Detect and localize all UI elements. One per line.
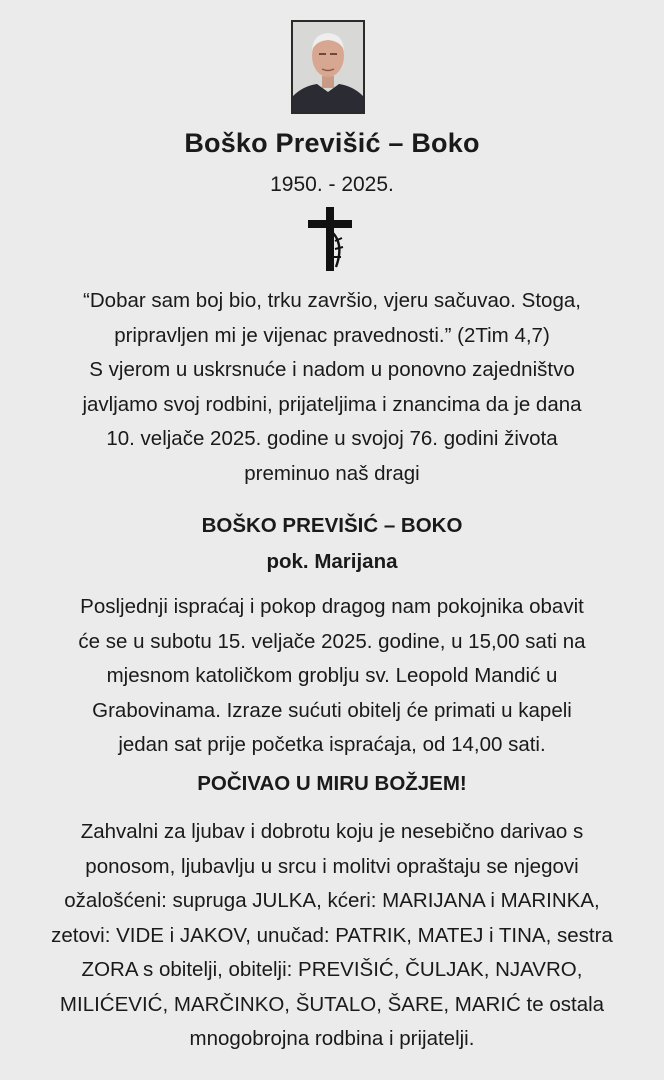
funeral-line: Grabovinama. Izraze sućuti obitelj će primati u kapeli bbox=[92, 698, 572, 722]
mourners-line: ožalošćeni: supruga JULKA, kćeri: MARIJANA i MARINKA, bbox=[64, 889, 600, 912]
funeral-line: jedan sat prije početka ispraćaja, od 14,00 sati. bbox=[118, 733, 546, 756]
portrait-photo bbox=[291, 20, 365, 114]
mourners-line: ZORA s obitelji, obitelji: PREVIŠIĆ, ČULJAK, NJAVRO, bbox=[81, 958, 583, 981]
mourners-line: ponosom, ljubavlju u srcu i molitvi opraštaju se njegovi bbox=[85, 854, 579, 878]
mourners-line: MILIĆEVIĆ, MARČINKO, ŠUTALO, ŠARE, MARIĆ te ostala bbox=[59, 992, 605, 1016]
rest-in-peace-line: POČIVAO U MIRU BOŽJEM! bbox=[197, 772, 467, 795]
portrait-image bbox=[293, 22, 363, 112]
funeral-paragraph bbox=[10, 590, 654, 763]
intro-line: S vjerom u uskrsnuće i nadom u ponovno zajedništvo bbox=[89, 358, 575, 381]
mourners-line: mnogobrojna rodbina i prijatelji. bbox=[189, 1027, 475, 1050]
mourners-paragraph bbox=[10, 815, 654, 1057]
mourners-line: zetovi: VIDE i JAKOV, unučad: PATRIK, MATEJ i TINA, sestra bbox=[51, 923, 613, 947]
life-years: 1950. - 2025. bbox=[270, 173, 394, 196]
funeral-line: Posljednji ispraćaj i pokop dragog nam pokojnika obavit bbox=[80, 595, 584, 618]
funeral-line: će se u subotu 15. veljače 2025. godine, u 15,00 sati na bbox=[78, 629, 586, 653]
deceased-block bbox=[10, 508, 654, 580]
deceased-name-heading: Boško Previšić – Boko bbox=[184, 128, 480, 158]
intro-line: pripravljen mi je vijenac pravednosti.” (2Tim 4,7) bbox=[114, 323, 550, 347]
intro-line: preminuo naš dragi bbox=[244, 461, 420, 485]
father-name: pok. Marijana bbox=[266, 550, 398, 573]
intro-line: “Dobar sam boj bio, trku završio, vjeru sačuvao. Stoga, bbox=[83, 289, 581, 312]
deceased-name-caps: BOŠKO PREVIŠIĆ – BOKO bbox=[201, 514, 463, 537]
mourners-line: Zahvalni za ljubav i dobrotu koju je nesebično darivao s bbox=[80, 820, 584, 843]
intro-line: 10. veljače 2025. godine u svojoj 76. godini života bbox=[106, 427, 558, 450]
funeral-line: mjesnom katoličkom groblju sv. Leopold Mandić u bbox=[106, 664, 558, 687]
cross-icon bbox=[306, 205, 354, 271]
intro-line: javljamo svoj rodbini, prijateljima i znancima da je dana bbox=[82, 392, 582, 416]
intro-paragraph bbox=[10, 284, 654, 491]
